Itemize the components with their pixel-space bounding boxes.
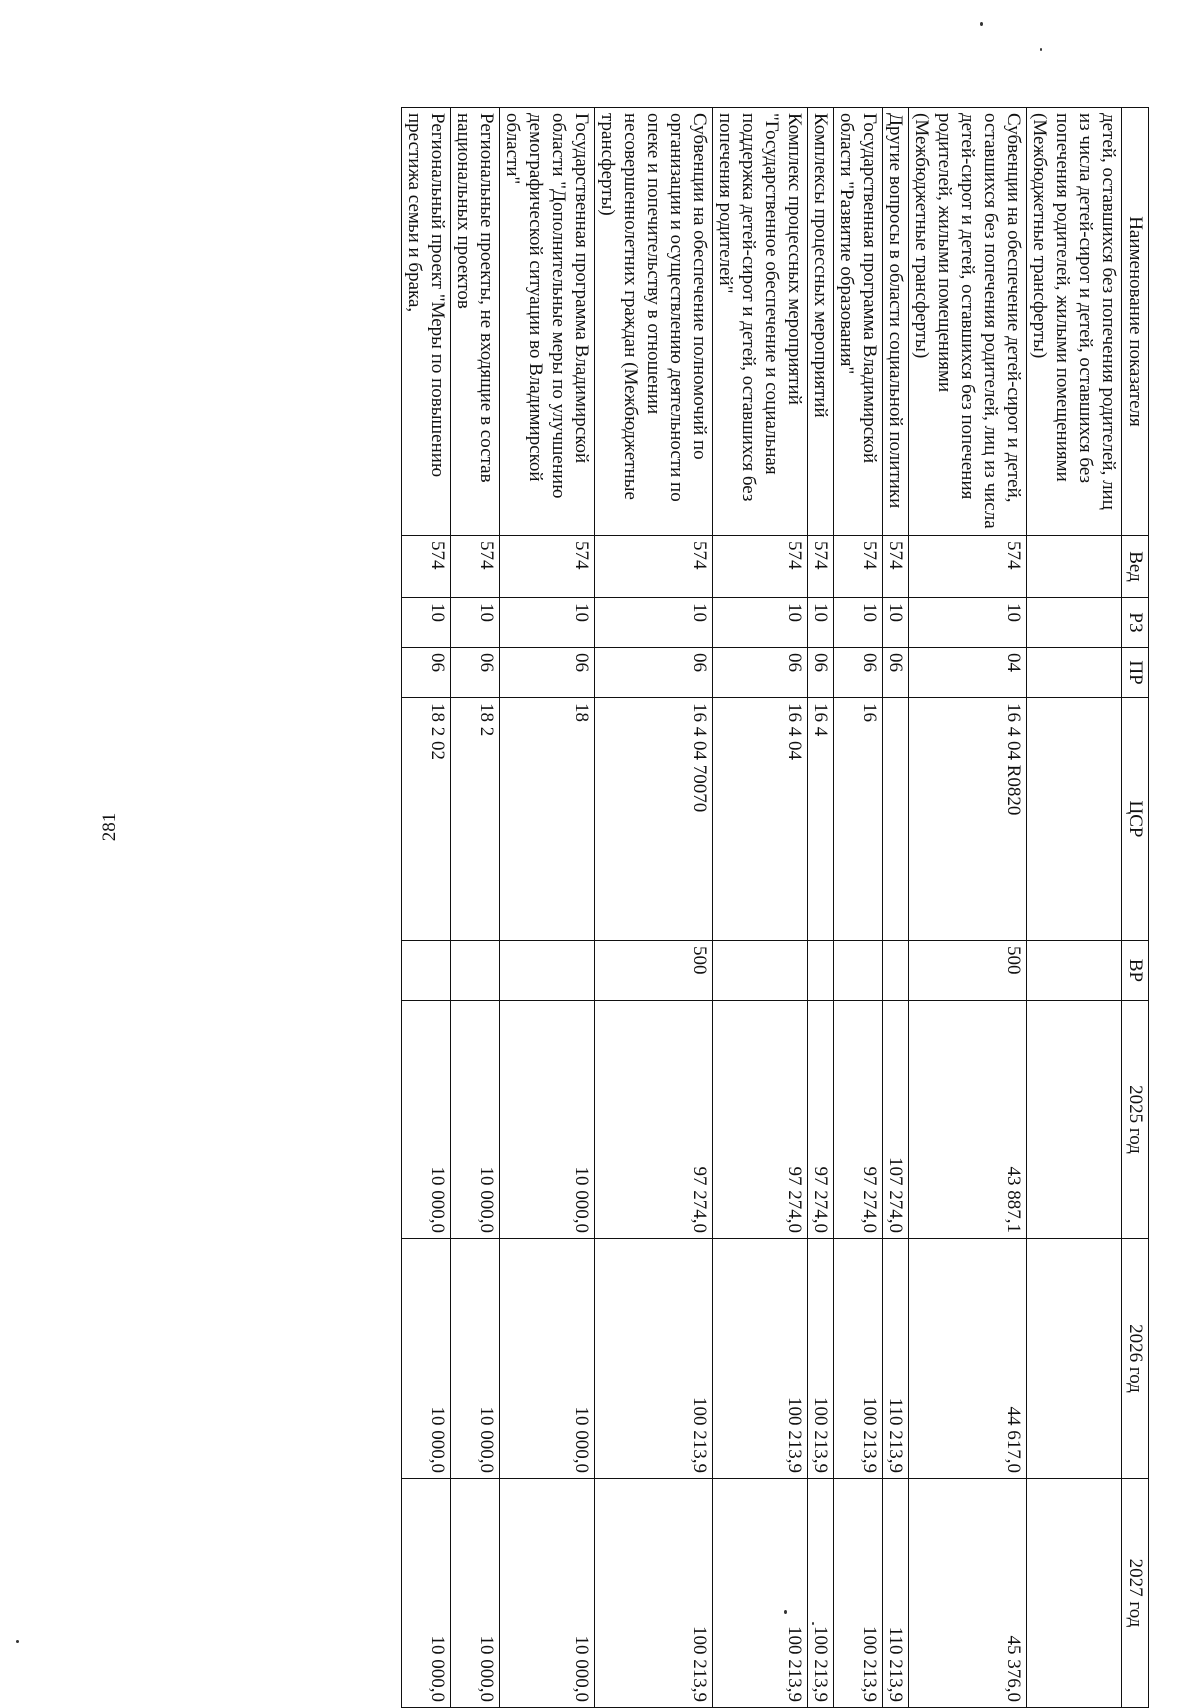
cell-ved: 574: [883, 536, 909, 598]
cell-csr: 16 4 04 70070: [595, 698, 713, 941]
header-2026: 2026 год: [1122, 1239, 1149, 1479]
cell-rz: 10: [451, 598, 500, 648]
cell-name: Субвенции на обеспечение детей-сирот и детей, оставшихся без попечения родителей, лиц из числа детей-сирот и детей, оставшихся без попечения родителей, жилыми помещениями (Межбюджетные трансферты): [909, 108, 1027, 536]
cell-2025: 97 274,0: [834, 1001, 883, 1239]
cell-2026: 100 213,9: [713, 1239, 808, 1479]
cell-2027: 45 376,0: [909, 1479, 1027, 1708]
cell-2026: 10 000,0: [451, 1239, 500, 1479]
table-row: [883, 108, 909, 1708]
cell-vr: [808, 941, 834, 1001]
header-2027: 2027 год: [1122, 1479, 1149, 1708]
cell-2026: 10 000,0: [402, 1239, 451, 1479]
cell-pr: 06: [834, 648, 883, 698]
cell-2026: 44 617,0: [909, 1239, 1027, 1479]
header-ved: Вед: [1122, 536, 1149, 598]
cell-name: Субвенции на обеспечение полномочий по организации и осуществлению деятельности по опеке и попечительству в отношении несовершеннолетних граждан (Межбюджетные трансферты): [595, 108, 713, 536]
table-row: [834, 108, 883, 1708]
cell-2026: 110 213,9: [883, 1239, 909, 1479]
cell-vr: [451, 941, 500, 1001]
cell-2026: 10 000,0: [500, 1239, 595, 1479]
table-row: [1027, 108, 1122, 1708]
cell-2027: 100 213,9: [834, 1479, 883, 1708]
table-header-row: [1122, 108, 1149, 1708]
cell-name: Государственная программа Владимирской области "Дополнительные меры по улучшению демографической ситуации во Владимирской области": [500, 108, 595, 536]
table-row: [595, 108, 713, 1708]
cell-2025: 97 274,0: [595, 1001, 713, 1239]
cell-vr: [1027, 941, 1122, 1001]
table-row: [909, 108, 1027, 1708]
budget-table: [401, 107, 1149, 1708]
scan-speck: [812, 1622, 814, 1625]
cell-2027: 110 213,9: [883, 1479, 909, 1708]
header-vr: ВР: [1122, 941, 1149, 1001]
cell-vr: [834, 941, 883, 1001]
cell-vr: [402, 941, 451, 1001]
cell-2027: [1027, 1479, 1122, 1708]
header-csr: ЦСР: [1122, 698, 1149, 941]
cell-2027: 10 000,0: [500, 1479, 595, 1708]
cell-rz: 10: [808, 598, 834, 648]
cell-2026: 100 213,9: [834, 1239, 883, 1479]
cell-csr: 18: [500, 698, 595, 941]
cell-2025: 10 000,0: [500, 1001, 595, 1239]
cell-rz: 10: [500, 598, 595, 648]
cell-rz: 10: [909, 598, 1027, 648]
cell-pr: 06: [883, 648, 909, 698]
cell-2025: 97 274,0: [713, 1001, 808, 1239]
cell-pr: 06: [595, 648, 713, 698]
cell-rz: [1027, 598, 1122, 648]
cell-name: Государственная программа Владимирской области "Развитие образования": [834, 108, 883, 536]
cell-vr: 500: [595, 941, 713, 1001]
cell-csr: 18 2: [451, 698, 500, 941]
cell-rz: 10: [402, 598, 451, 648]
scan-speck: [784, 1610, 787, 1614]
cell-pr: 04: [909, 648, 1027, 698]
rotated-page-content: [184, 107, 1149, 1707]
cell-ved: [1027, 536, 1122, 598]
cell-2025: 97 274,0: [808, 1001, 834, 1239]
cell-pr: 06: [402, 648, 451, 698]
header-pr: ПР: [1122, 648, 1149, 698]
table-row: [500, 108, 595, 1708]
cell-ved: 574: [808, 536, 834, 598]
cell-name: детей, оставшихся без попечения родителей, лиц из числа детей-сирот и детей, оставшихся без попечения родителей, жилыми помещениями (Межбюджетные трансферты): [1027, 108, 1122, 536]
cell-name: Комплексы процессных мероприятий: [808, 108, 834, 536]
header-name: Наименование показателя: [1122, 108, 1149, 536]
cell-csr: 16 4 04 R0820: [909, 698, 1027, 941]
cell-pr: 06: [713, 648, 808, 698]
cell-name: Региональный проект "Меры по повышению престижа семьи и брака,: [402, 108, 451, 536]
cell-2025: 10 000,0: [451, 1001, 500, 1239]
table-row: [808, 108, 834, 1708]
cell-ved: 574: [500, 536, 595, 598]
cell-csr: 16 4 04: [713, 698, 808, 941]
cell-vr: [883, 941, 909, 1001]
cell-2026: 100 213,9: [808, 1239, 834, 1479]
cell-rz: 10: [883, 598, 909, 648]
cell-rz: 10: [713, 598, 808, 648]
cell-2025: 43 887,1: [909, 1001, 1027, 1239]
cell-2026: [1027, 1239, 1122, 1479]
cell-2025: [1027, 1001, 1122, 1239]
table-row: [713, 108, 808, 1708]
cell-pr: 06: [808, 648, 834, 698]
cell-ved: 574: [834, 536, 883, 598]
table-row: [451, 108, 500, 1708]
table-body: [402, 108, 1122, 1708]
cell-csr: [883, 698, 909, 941]
cell-pr: 06: [451, 648, 500, 698]
cell-2027: 100 213,9: [595, 1479, 713, 1708]
cell-name: Региональные проекты, не входящие в состав национальных проектов: [451, 108, 500, 536]
cell-name: Другие вопросы в области социальной политики: [883, 108, 909, 536]
cell-2027: 100 213,9: [808, 1479, 834, 1708]
scan-speck: [980, 22, 983, 26]
cell-csr: 18 2 02: [402, 698, 451, 941]
cell-pr: 06: [500, 648, 595, 698]
header-2025: 2025 год: [1122, 1001, 1149, 1239]
header-rz: РЗ: [1122, 598, 1149, 648]
cell-ved: 574: [402, 536, 451, 598]
cell-ved: 574: [909, 536, 1027, 598]
cell-csr: [1027, 698, 1122, 941]
cell-pr: [1027, 648, 1122, 698]
cell-csr: 16: [834, 698, 883, 941]
cell-ved: 574: [595, 536, 713, 598]
cell-2026: 100 213,9: [595, 1239, 713, 1479]
cell-vr: [713, 941, 808, 1001]
cell-vr: [500, 941, 595, 1001]
cell-2027: 10 000,0: [451, 1479, 500, 1708]
cell-2027: 10 000,0: [402, 1479, 451, 1708]
cell-2027: 100 213,9: [713, 1479, 808, 1708]
scan-speck: [16, 1640, 19, 1643]
cell-vr: 500: [909, 941, 1027, 1001]
cell-2025: 10 000,0: [402, 1001, 451, 1239]
cell-csr: 16 4: [808, 698, 834, 941]
cell-ved: 574: [451, 536, 500, 598]
cell-rz: 10: [834, 598, 883, 648]
table-row: [402, 108, 451, 1708]
scan-speck: [1040, 48, 1042, 51]
page-number: 281: [99, 812, 120, 842]
cell-rz: 10: [595, 598, 713, 648]
cell-ved: 574: [713, 536, 808, 598]
cell-2025: 107 274,0: [883, 1001, 909, 1239]
cell-name: Комплекс процессных мероприятий "Государственное обеспечение и социальная поддержка детей-сирот и детей, оставшихся без попечения родителей": [713, 108, 808, 536]
